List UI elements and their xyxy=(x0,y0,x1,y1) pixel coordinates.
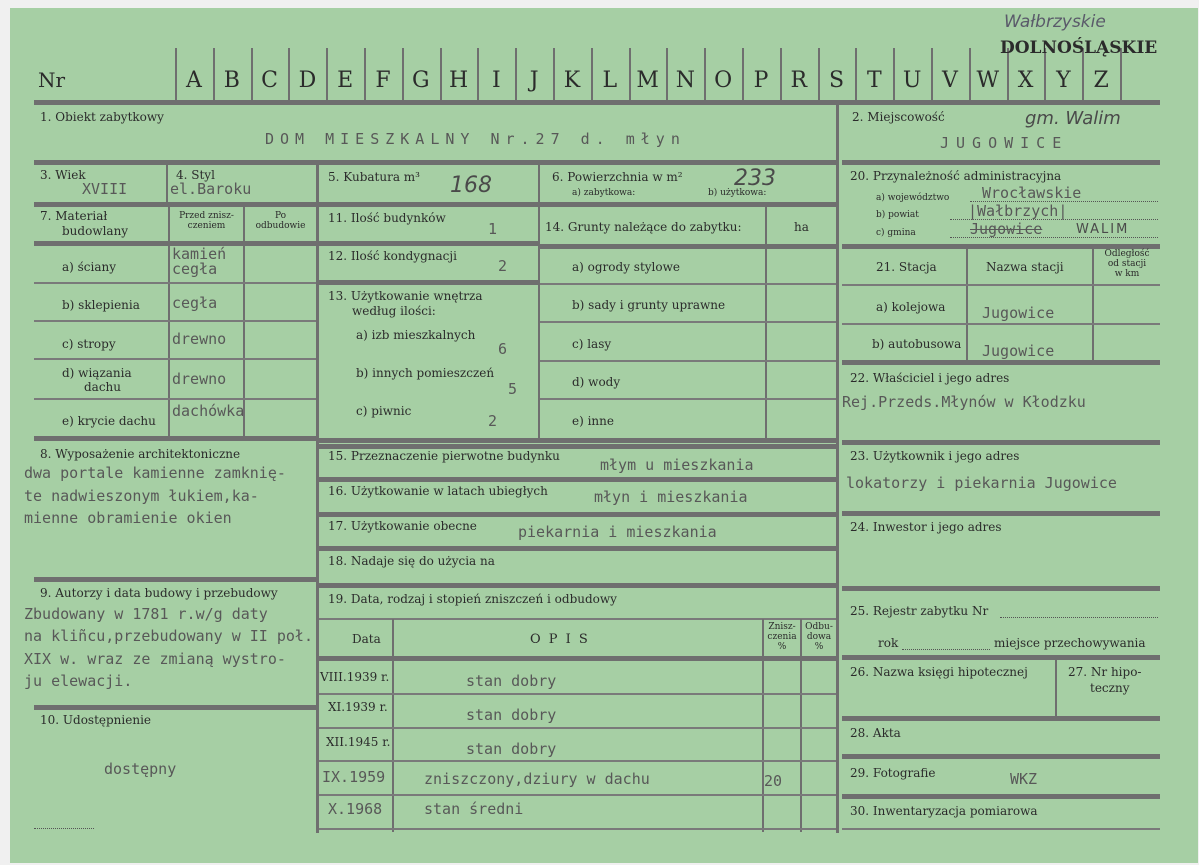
gmina-label: c) gmina xyxy=(876,228,916,238)
wnetrze-inne-value: 5 xyxy=(508,380,518,398)
kubatura-label: 5. Kubatura m³ xyxy=(328,170,420,184)
uzytkowanie-wnetrza-label-2: według ilości: xyxy=(352,304,436,318)
rejestr-label: 25. Rejestr zabytku Nr xyxy=(850,604,989,618)
material-row-stropy: c) stropy xyxy=(62,337,116,351)
inwentaryzacja-label: 30. Inwentaryzacja pomiarowa xyxy=(850,804,1038,818)
zniszczenia-label: 19. Data, rodzaj i stopień zniszczeń i odbudowy xyxy=(328,592,617,606)
grunty-unit: ha xyxy=(794,220,809,234)
letter-w: W xyxy=(976,68,1000,93)
grunty-lasy: c) lasy xyxy=(572,337,612,351)
wyposazenie-line-1: dwa portale kamienne zamknię- xyxy=(24,464,286,482)
wlasciciel-value: Rej.Przeds.Młynów w Kłodzku xyxy=(842,393,1086,411)
zniszczenia-row-2-date: XI.1939 r. xyxy=(328,700,388,714)
grunty-label: 14. Grunty należące do zabytku: xyxy=(545,220,742,234)
material-row-wiazania-2: dachu xyxy=(84,380,122,394)
zniszczenia-row-1-date: VIII.1939 r. xyxy=(320,670,390,684)
wlasciciel-label: 22. Właściciel i jego adres xyxy=(850,371,1010,385)
letter-k: K xyxy=(563,68,581,93)
letter-j: J xyxy=(529,68,539,93)
powierzchnia-label: 6. Powierzchnia w m² xyxy=(552,170,683,184)
letter-m: M xyxy=(636,68,659,93)
letter-v: V xyxy=(942,68,958,93)
stacja-label: 21. Stacja xyxy=(876,260,937,274)
uzytkownik-value: lokatorzy i piekarnia Jugowice xyxy=(846,474,1117,492)
akta-label: 28. Akta xyxy=(850,726,901,740)
miejscowosc-handwritten: gm. Walim xyxy=(1025,108,1121,129)
uzytkowanie-obecne-label: 17. Użytkowanie obecne xyxy=(328,519,477,533)
right-column-divider xyxy=(836,103,839,833)
uzytkowanie-wnetrza-label-1: 13. Użytkowanie wnętrza xyxy=(328,289,483,303)
letter-e: E xyxy=(337,68,354,93)
miejscowosc-label: 2. Miejscowość xyxy=(852,110,945,124)
woj-label: a) województwo xyxy=(876,193,950,203)
fotografie-value: WKZ xyxy=(1010,770,1038,788)
zniszczenia-row-4-opis: zniszczony,dziury w dachu xyxy=(424,770,650,788)
zniszczenia-row-5-opis: stan średni xyxy=(424,800,524,818)
region-handwritten: Wałbrzyskie xyxy=(1004,12,1106,32)
letter-n: N xyxy=(675,68,696,93)
wnetrze-izby-label: a) izb mieszkalnych xyxy=(356,328,476,342)
obiekt-value: DOM MIESZKALNY Nr.27 d. młyn xyxy=(265,130,686,148)
kubatura-value: 168 xyxy=(450,173,492,198)
zniszczenia-col-odbud: Odbu- dowa % xyxy=(805,622,833,652)
inwestor-label: 24. Inwestor i jego adres xyxy=(850,520,1002,534)
przeznaczenie-value: młym u mieszkania xyxy=(600,456,754,474)
material-row-sklepienia: b) sklepienia xyxy=(62,298,140,312)
rejestr-miejsce-label: miejsce przechowywania xyxy=(994,636,1146,650)
stacja-kolejowa-label: a) kolejowa xyxy=(876,300,946,314)
letter-y: Y xyxy=(1056,68,1071,93)
ilosc-budynkow-value: 1 xyxy=(488,220,498,238)
material-label-1: 7. Materiał xyxy=(40,209,108,223)
stacja-autobusowa-label: b) autobusowa xyxy=(872,337,962,351)
grunty-inne: e) inne xyxy=(572,414,614,428)
letter-s: S xyxy=(829,68,845,93)
letter-d: D xyxy=(298,68,317,93)
letter-l: L xyxy=(602,68,618,93)
material-col-before: Przed znisz- czeniem xyxy=(179,211,234,231)
uzytkownik-label: 23. Użytkownik i jego adres xyxy=(850,449,1020,463)
letter-c: C xyxy=(261,68,279,93)
wnetrze-piwnic-label: c) piwnic xyxy=(356,404,412,418)
miejscowosc-value: JUGOWICE xyxy=(940,134,1069,152)
letter-i: I xyxy=(492,68,501,93)
letter-t: T xyxy=(867,68,882,93)
zniszczenia-row-2-opis: stan dobry xyxy=(466,706,557,724)
powiat-value: |Wałbrzych| xyxy=(968,202,1068,220)
styl-label: 4. Styl xyxy=(176,168,215,182)
grunty-ogrody: a) ogrody stylowe xyxy=(572,260,680,274)
zniszczenia-row-3-opis: stan dobry xyxy=(466,740,557,758)
letter-z: Z xyxy=(1093,68,1109,93)
zniszczenia-col-znisz: Znisz- czenia % xyxy=(767,622,797,652)
material-sklepienia-v1: cegła xyxy=(172,294,218,312)
letter-a: A xyxy=(186,68,202,93)
material-scianty-v2: cegła xyxy=(172,260,218,278)
autorzy-label: 9. Autorzy i data budowy i przebudowy xyxy=(40,586,278,600)
udostepnienie-label: 10. Udostępnienie xyxy=(40,713,152,727)
inventory-card xyxy=(10,8,1198,863)
letter-f: F xyxy=(375,68,391,93)
letter-g: G xyxy=(412,68,430,93)
letter-r: R xyxy=(790,68,808,93)
wyposazenie-label: 8. Wyposażenie architektoniczne xyxy=(40,447,241,461)
autorzy-line-1: Zbudowany w 1781 r.w/g daty xyxy=(24,605,268,623)
material-wiazania-v1: drewno xyxy=(172,370,227,388)
ilosc-kondygnacji-value: 2 xyxy=(498,257,508,275)
nr-hipoteczny-label-1: 27. Nr hipo- xyxy=(1068,665,1142,679)
grunty-wody: d) wody xyxy=(572,375,621,389)
nr-hipoteczny-label-2: teczny xyxy=(1090,681,1130,695)
zniszczenia-col-opis: O P I S xyxy=(530,632,590,647)
wiek-label: 3. Wiek xyxy=(40,168,86,182)
zniszczenia-row-5-date: X.1968 xyxy=(328,800,383,818)
uzytkowanie-obecne-value: piekarnia i mieszkania xyxy=(518,523,717,541)
zniszczenia-row-4-date: IX.1959 xyxy=(322,768,386,786)
rejestr-rok-label: rok xyxy=(878,636,899,650)
styl-value: el.Baroku xyxy=(170,180,252,198)
zniszczenia-row-4-znisz: 20 xyxy=(764,772,783,790)
powierzchnia-b: b) użytkowa: xyxy=(708,188,767,198)
material-row-krycie: e) krycie dachu xyxy=(62,414,156,428)
obiekt-label: 1. Obiekt zabytkowy xyxy=(40,110,164,124)
udostepnienie-value: dostępny xyxy=(104,760,177,778)
material-stropy-v1: drewno xyxy=(172,330,227,348)
wyposazenie-line-3: mienne obramienie okien xyxy=(24,509,232,527)
material-scianty-v1: kamień xyxy=(172,245,227,263)
stacja-dist-header: Odległość od stacji w km xyxy=(1104,249,1150,279)
autorzy-line-4: ju elewacji. xyxy=(24,672,133,690)
autorzy-line-2: na kliñcu,przebudowany w II poł. xyxy=(24,627,313,645)
wnetrze-izby-value: 6 xyxy=(498,340,508,358)
middle-divider-left xyxy=(316,163,319,833)
grunty-sady: b) sady i grunty uprawne xyxy=(572,298,726,312)
powierzchnia-a: a) zabytkowa: xyxy=(572,188,636,198)
uzytkowanie-ubiegle-label: 16. Użytkowanie w latach ubiegłych xyxy=(328,484,548,498)
material-label-2: budowlany xyxy=(62,224,129,238)
region-stamp: DOLNOŚLĄSKIE xyxy=(1000,38,1158,58)
material-row-wiazania-1: d) wiązania xyxy=(62,366,132,380)
header-rule xyxy=(34,100,1160,105)
wnetrze-piwnic-value: 2 xyxy=(488,412,498,430)
letter-p: P xyxy=(753,68,769,93)
stacja-autobusowa-value: Jugowice xyxy=(982,342,1055,360)
przeznaczenie-label: 15. Przeznaczenie pierwotne budynku xyxy=(328,449,560,463)
material-row-scianty: a) ściany xyxy=(62,260,117,274)
material-krycie-v1: dachówka xyxy=(172,402,245,420)
ilosc-budynkow-label: 11. Ilość budynków xyxy=(328,211,446,225)
zniszczenia-col-date: Data xyxy=(352,632,381,646)
material-col-after: Po odbudowie xyxy=(255,211,306,231)
przynaleznosc-label: 20. Przynależność administracyjna xyxy=(850,169,1062,183)
gmina-handwritten: WALIM xyxy=(1076,222,1130,237)
stacja-kolejowa-value: Jugowice xyxy=(982,304,1055,322)
nadaje-sie-label: 18. Nadaje się do użycia na xyxy=(328,554,495,568)
woj-value: Wrocławskie xyxy=(982,184,1082,202)
letter-h: H xyxy=(449,68,469,93)
powiat-label: b) powiat xyxy=(876,210,919,220)
zniszczenia-row-3-date: XII.1945 r. xyxy=(326,735,391,749)
letter-b: B xyxy=(223,68,240,93)
letter-o: O xyxy=(714,68,733,93)
fotografie-label: 29. Fotografie xyxy=(850,766,936,780)
ilosc-kondygnacji-label: 12. Ilość kondygnacji xyxy=(328,249,457,263)
zniszczenia-row-1-opis: stan dobry xyxy=(466,672,557,690)
gmina-value: Jugowice xyxy=(970,220,1043,238)
stacja-name-header: Nazwa stacji xyxy=(986,260,1064,274)
letter-x: X xyxy=(1017,68,1034,93)
nr-label: Nr xyxy=(38,68,66,92)
powierzchnia-value: 233 xyxy=(734,166,776,191)
wiek-value: XVIII xyxy=(82,180,128,198)
wyposazenie-line-2: te nadwieszonym łukiem,ka- xyxy=(24,487,259,505)
letter-u: U xyxy=(902,68,922,93)
ksiega-label: 26. Nazwa księgi hipotecznej xyxy=(850,665,1028,679)
wnetrze-inne-label: b) innych pomieszczeń xyxy=(356,366,495,380)
autorzy-line-3: XIX w. wraz ze zmianą wystro- xyxy=(24,650,286,668)
uzytkowanie-ubiegle-value: młyn i mieszkania xyxy=(594,488,748,506)
